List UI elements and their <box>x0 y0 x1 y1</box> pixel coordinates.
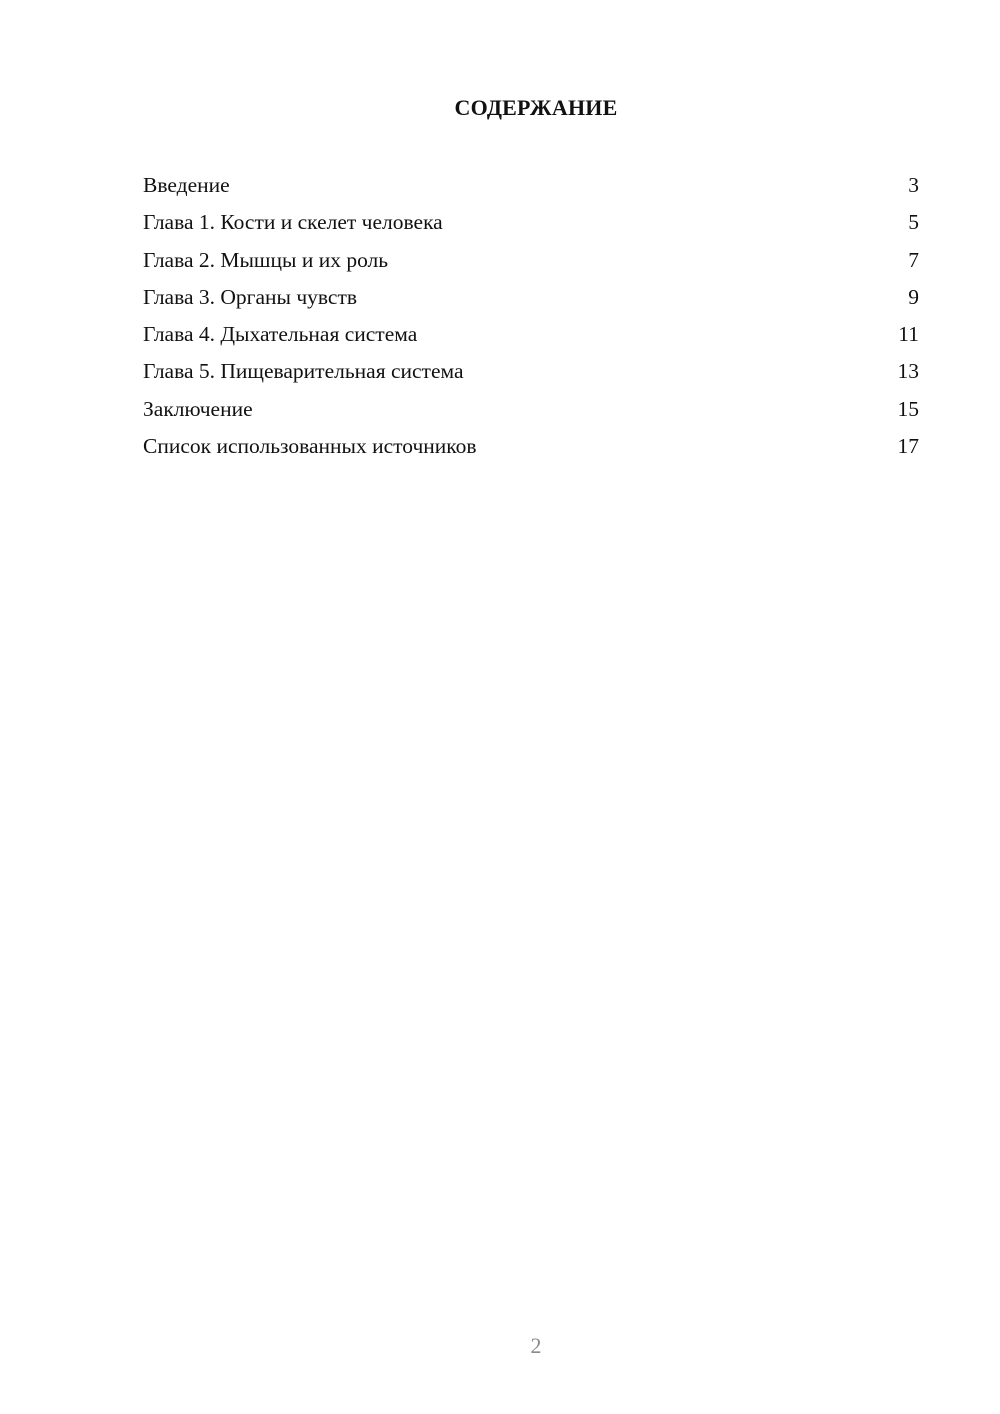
toc-entry-label: Глава 5. Пищеварительная система <box>143 359 464 384</box>
toc-entry-label: Список использованных источников <box>143 434 477 459</box>
toc-entry-page: 17 <box>897 434 919 459</box>
toc-entry-page: 13 <box>897 359 919 384</box>
toc-entry-page: 15 <box>897 396 919 421</box>
toc-entry-label: Глава 4. Дыхательная система <box>143 322 418 347</box>
toc-entry-page: 5 <box>908 210 919 235</box>
toc-entry-chapter-3[interactable] <box>143 282 919 319</box>
toc-entry-page: 3 <box>908 173 919 197</box>
toc-entry-chapter-2[interactable] <box>143 245 919 282</box>
toc-entry-label: Введение <box>143 173 230 197</box>
toc-entry-label: Глава 3. Органы чувств <box>143 284 358 309</box>
toc-entry-chapter-5[interactable] <box>143 356 919 393</box>
toc-entry-label: Заключение <box>143 396 253 421</box>
toc-entry-label: Глава 1. Кости и скелет человека <box>143 210 443 235</box>
toc-entry-page: 9 <box>908 284 919 309</box>
toc-entry-page: 7 <box>908 247 919 272</box>
toc-entry-chapter-4[interactable] <box>143 319 919 356</box>
toc-title: СОДЕРЖАНИЕ <box>454 95 618 120</box>
toc-entry-label: Глава 2. Мышцы и их роль <box>143 247 389 272</box>
table-of-contents <box>143 170 919 468</box>
toc-entry-page: 11 <box>898 322 919 347</box>
toc-entry-chapter-1[interactable] <box>143 207 919 244</box>
toc-entry-references[interactable] <box>143 431 919 468</box>
page-number: 2 <box>530 1333 542 1358</box>
toc-entry-conclusion[interactable] <box>143 394 919 431</box>
toc-entry-introduction[interactable] <box>143 170 919 207</box>
